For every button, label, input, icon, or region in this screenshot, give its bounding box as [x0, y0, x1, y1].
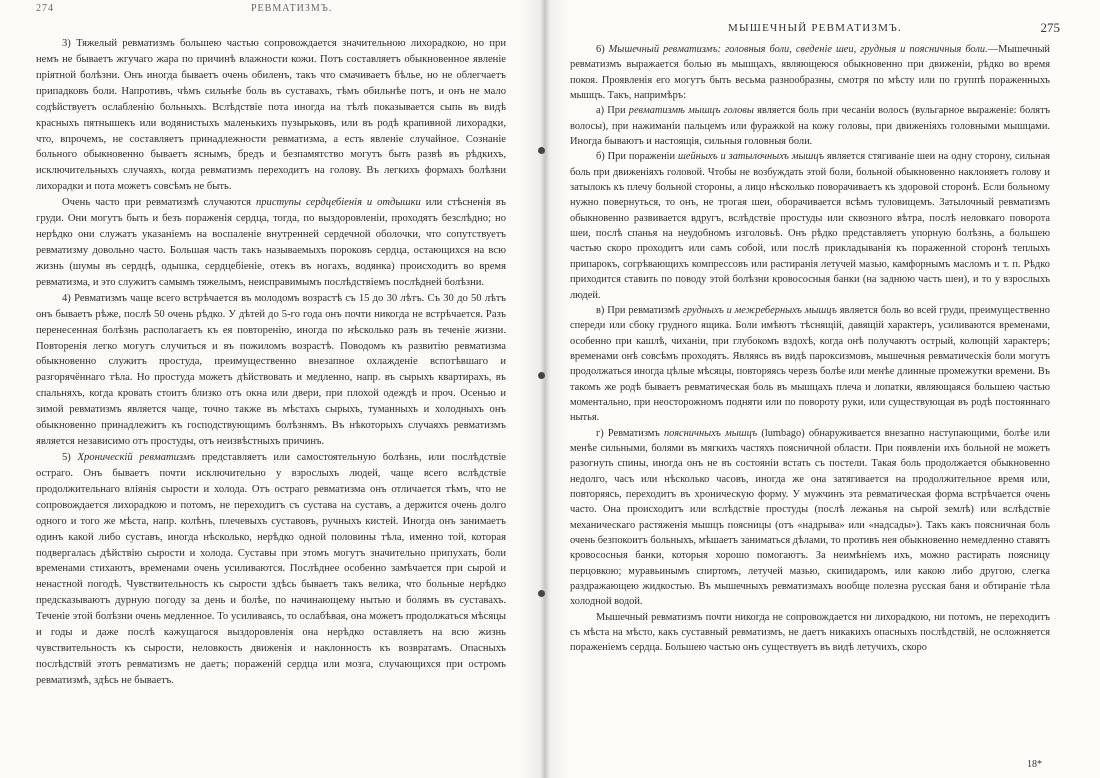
printer-signature: 18* — [1027, 759, 1042, 770]
right-running-head — [545, 22, 1100, 40]
binding-pin — [538, 372, 545, 379]
book-gutter — [520, 0, 570, 778]
paragraph: 4) Ревматизмъ чаще всего встрѣчается въ молодомъ возрастѣ съ 15 до 30 лѣтъ. Съ 30 до 50 лѣтъ онъ бываетъ рѣже, послѣ 50 очень рѣдко. У дѣтей до 5-го года онъ почти никогда не встрѣчается. Разъ перенесенная болѣзнь располагаетъ къ ея повторенію, иногда по нѣсколько разъ въ теченіе жизни. Повторенія легко могутъ случиться и въ пожиломъ возрастѣ. Поводомъ къ развитію ревматизма обыкновенно служитъ простуда, преимущественно внезапное охлажденіе вспотѣвшаго и разгорячённаго тѣла. Но простуда можетъ дѣйствовать и медленно, напр. въ сырыхъ квартирахъ, въ спальняхъ, когда кровать стоитъ близко отъ окна или двери, при плохой одеждѣ и проч. Осенью и зимой ревматизмъ является чаще, точно также въ мѣстахъ сырыхъ, туманныхъ и холодныхъ онъ обыкновенно принадлежитъ къ господствующимъ болѣзнямъ. Въ нѣкоторыхъ случаяхъ ревматизмъ является независимо отъ простуды, отъ неизвѣстныхъ причинъ. — [36, 292, 506, 448]
paragraph: в) При ревматизмѣ грудныхъ и межреберныхъ мышцъ является боль во всей груди, преимущественно спереди или сбоку грудного ящика. Боли имѣютъ тѣснящій, давящій характеръ, усиливаются временами, особенно при кашлѣ, чиханіи, при глубокомъ вздохѣ, когда онѣ получаютъ острый, колющій характеръ; временами онѣ совсѣмъ проходятъ. Являясь въ видѣ пароксизмовъ, мышечныя ревматическія боли могутъ продолжаться иногда цѣлые мѣсяцы, повторяясь черезъ болѣе или менѣе длинные промежутки времени. Въ такомъ же родѣ бываетъ ревматическая боль въ мышцахъ плеча и лопатки, являющаяся большею частью моментально, при неосторожномъ подняти или по повороту руки, или существующая въ родѣ постояннаго нытья. — [570, 304, 1050, 424]
right-running-title: МЫШЕЧНЫЙ РЕВМАТИЗМЪ. — [728, 22, 902, 34]
right-page — [545, 0, 1100, 778]
left-text-column — [36, 36, 506, 689]
paragraph: 3) Тяжелый ревматизмъ большею частью сопровождается значительною лихорадкою, но при немъ не бываетъ жгучаго жара по причинѣ влажности кожи. Потъ составляетъ обыкновенное явленіе прiятной болѣзни. Онъ иногда бываетъ очень обиленъ, такъ что смачиваетъ бѣлье, но не облегчаетъ припадковъ боли. Напротивъ, чѣмъ сильнѣе боль въ суставахъ, тѣмъ обильнѣе потъ, и онъ не мало содѣйствуетъ ослабленію больныхъ. Вслѣдствіе пота иногда на тѣлѣ показывается сыпь въ видѣ красныхъ пятнышекъ или водянистыхъ маленькихъ пузырьковъ, или въ родѣ крапивной лихорадки, что, впрочемъ, не составляетъ принадлежности ревматизма, а есть явленіе случайное. Сознаніе больного обыкновенно бываетъ яснымъ, бредъ и безпамятство могутъ быть развѣ въ рѣдкихъ, исключительныхъ случаяхъ, когда ревматизмъ переходитъ на голову. Въ легкихъ формахъ болѣзни лихорадки и пота можетъ совсѣмъ не быть. — [36, 38, 506, 193]
left-page — [0, 0, 545, 778]
left-running-title: РЕВМАТИЗМЪ. — [251, 3, 333, 14]
binding-pin — [538, 147, 545, 154]
paragraph: а) При ревматизмѣ мышцъ головы является боль при чесаніи волосъ (вульгарное выраженіе: болятъ волосы), при нажиманіи пальцемъ или фуражкой на кожу головы, при движеніяхъ головными мышцами. Иногда бываютъ и настоящія, сильныя головныя боли. — [570, 105, 1051, 148]
right-text-column — [570, 42, 1050, 656]
paragraph: 5) Хроническій ревматизмъ представляетъ или самостоятельную болѣзнь, или послѣдствіе остраго. Онъ бываетъ почти исключительно у взрослыхъ людей, чаще всего вслѣдствіе продолжительнаго вліянія сырости и холода. Отъ остраго ревматизма онъ отличается тѣмъ, что не сопровождается лихорадкою и потомъ, не переходитъ съ сустава на суставъ, а держится очень долго одного и того же мѣста, напр. колѣнъ, плечевыхъ суставовъ, ручныхъ кистей. Иногда онъ занимаетъ одинъ какой либо суставъ, иногда нѣсколько, нерѣдко одной половины тѣла, именно той, которая подвергалась дѣйствію сырости и холода. Суставы при этомъ могутъ значительно припухать, боли временами стихаютъ, временами очень усиливаются. Послѣднее особенно замѣчается при сырой и ненастной погодѣ. Чувствительность къ сырости здѣсь бываетъ такъ велика, что больные нерѣдко предсказываютъ дурную погоду за день и болѣе, по начинающему нытью и болямъ въ суставахъ. Теченіе этой болѣзни очень медленное. То усиливаясь, то ослабѣвая, она можетъ продолжаться мѣсяцы и годы и даже послѣ кажущагося выздоровленія она нерѣдко оставляетъ на всю жизнь чувствительность къ сырости, неловкость движенія и наклонность къ возвратамъ. Опасныхъ послѣдствій этотъ ревматизмъ не даетъ; пораженій сердца или мозга, случающихся при остромъ ревматизмѣ, здѣсь не бываетъ. — [36, 451, 506, 686]
paragraph: б) При пораженіи шейныхъ и затылочныхъ мышцъ является стягиваніе шеи на одну сторону, сильная боль при движеніяхъ головой. Чтобы не возбуждать этой боли, больной обыкновенно наклоняетъ голову и затылокъ къ плечу больной стороны, а лицо нѣсколько поворачиваетъ къ здоровой сторонѣ. Если больному нужно повернуться, то онъ, не трогая шеи, оборачивается всѣмъ туловищемъ. Затылочный ревматизмъ обыкновенно развивается вдругъ, вслѣдствіе простуды или сквозного вѣтра, послѣ неловкаго поворота шеи, послѣ спанья на неудобномъ изголовьѣ. Онъ рѣдко представляетъ упорную болѣзнь, а большею частью скоро проходитъ или самъ собой, или послѣ прикладыванія къ пораженной сторонѣ теплыхъ припарокъ, согрѣвающихъ компрессовъ или растиранія летучей мазью, камфорнымъ масломъ и т. п. Рѣдко приходится ставить по поводу этой болѣзни кровососныя банки (на заднюю часть шеи), и то у взрослыхъ людей. — [570, 151, 1050, 301]
left-running-head — [36, 3, 516, 17]
paragraph: 6) Мышечный ревматизмъ: головныя боли, сведеніе шеи, грудныя и поясничныя боли.—Мышечный ревматизмъ выражается болью въ мышцахъ, являющеюся обыкновенно при движеніи, рѣдко во время покоя. Проявленія его могутъ быть весьма разнообразны, смотря по мѣсту или по группѣ пораженныхъ мышцъ. Такъ, напримѣръ: — [570, 44, 1050, 102]
paragraph: Очень часто при ревматизмѣ случаются приступы сердцебіенія и отдышки или стѣсненія въ груди. Они могутъ быть и безъ пораженія сердца, тогда, по выздоровленіи, проходятъ безслѣдно; но нерѣдко они служатъ указаніемъ на воспаленіе внутренней сердечной оболочки, что сопутствуетъ ревматизму довольно часто. Большая часть такъ называемыхъ пороковъ сердца, остающихся на всю жизнь (шумы въ сердцѣ, одышка, сердцебіеніе, отекъ въ ногахъ, водянка) происходитъ во время ревматизма, и это служитъ самымъ тяжелымъ, неисправимымъ послѣдствіемъ послѣдней болѣзни. — [36, 197, 507, 288]
paragraph: Мышечный ревматизмъ почти никогда не сопровождается ни лихорадкою, ни потомъ, не переходитъ съ мѣста на мѣсто, какъ суставный ревматизмъ, не даетъ никакихъ опасныхъ послѣдствій, не осложняется пораженіемъ сердца. Большею частью онъ существуетъ въ видѣ летучихъ, скоро — [570, 611, 1050, 654]
binding-pin — [538, 590, 545, 597]
right-page-number: 275 — [1040, 20, 1060, 35]
left-page-number: 274 — [36, 3, 54, 14]
paragraph: г) Ревматизмъ поясничныхъ мышцъ (lumbago) обнаруживается внезапно наступающими, болѣе или менѣе сильными, болями въ мягкихъ частяхъ поясничной области. При появленіи ихъ больной не можетъ разогнуть спины, иногда онъ не въ состояніи встать съ постели. Такая боль продолжается обыкновенно недолго, часъ или нѣсколько часовъ, иногда же она затягивается на продолжительное время или, повторяясь, переходитъ въ хроническую форму. У мужчинъ эта ревматическая форма встрѣчается очень часто. Она происходитъ или вслѣдствіе простуды (послѣ лежанья на сырой землѣ) или вслѣдствіе механическаго растяженія мышцъ поясницы (отъ «надрыва» или «надсады»). Такъ какъ поясничная боль очень безпокоитъ больныхъ, мѣшаетъ заниматься дѣлами, то противъ нея обыкновенно немедленно ставятъ кровососныя банки, которыя хорошо помогаютъ. За неимѣніемъ ихъ, можно растирать поясницу перцовкою; муравьинымъ спиртомъ, летучей мазью, скипидаромъ, или какою либо другою, слегка раздражающею жидкостью. Въ мышечныхъ ревматизмахъ вообще полезна русская баня и обтираніе тѣла холодной водой. — [570, 427, 1050, 608]
